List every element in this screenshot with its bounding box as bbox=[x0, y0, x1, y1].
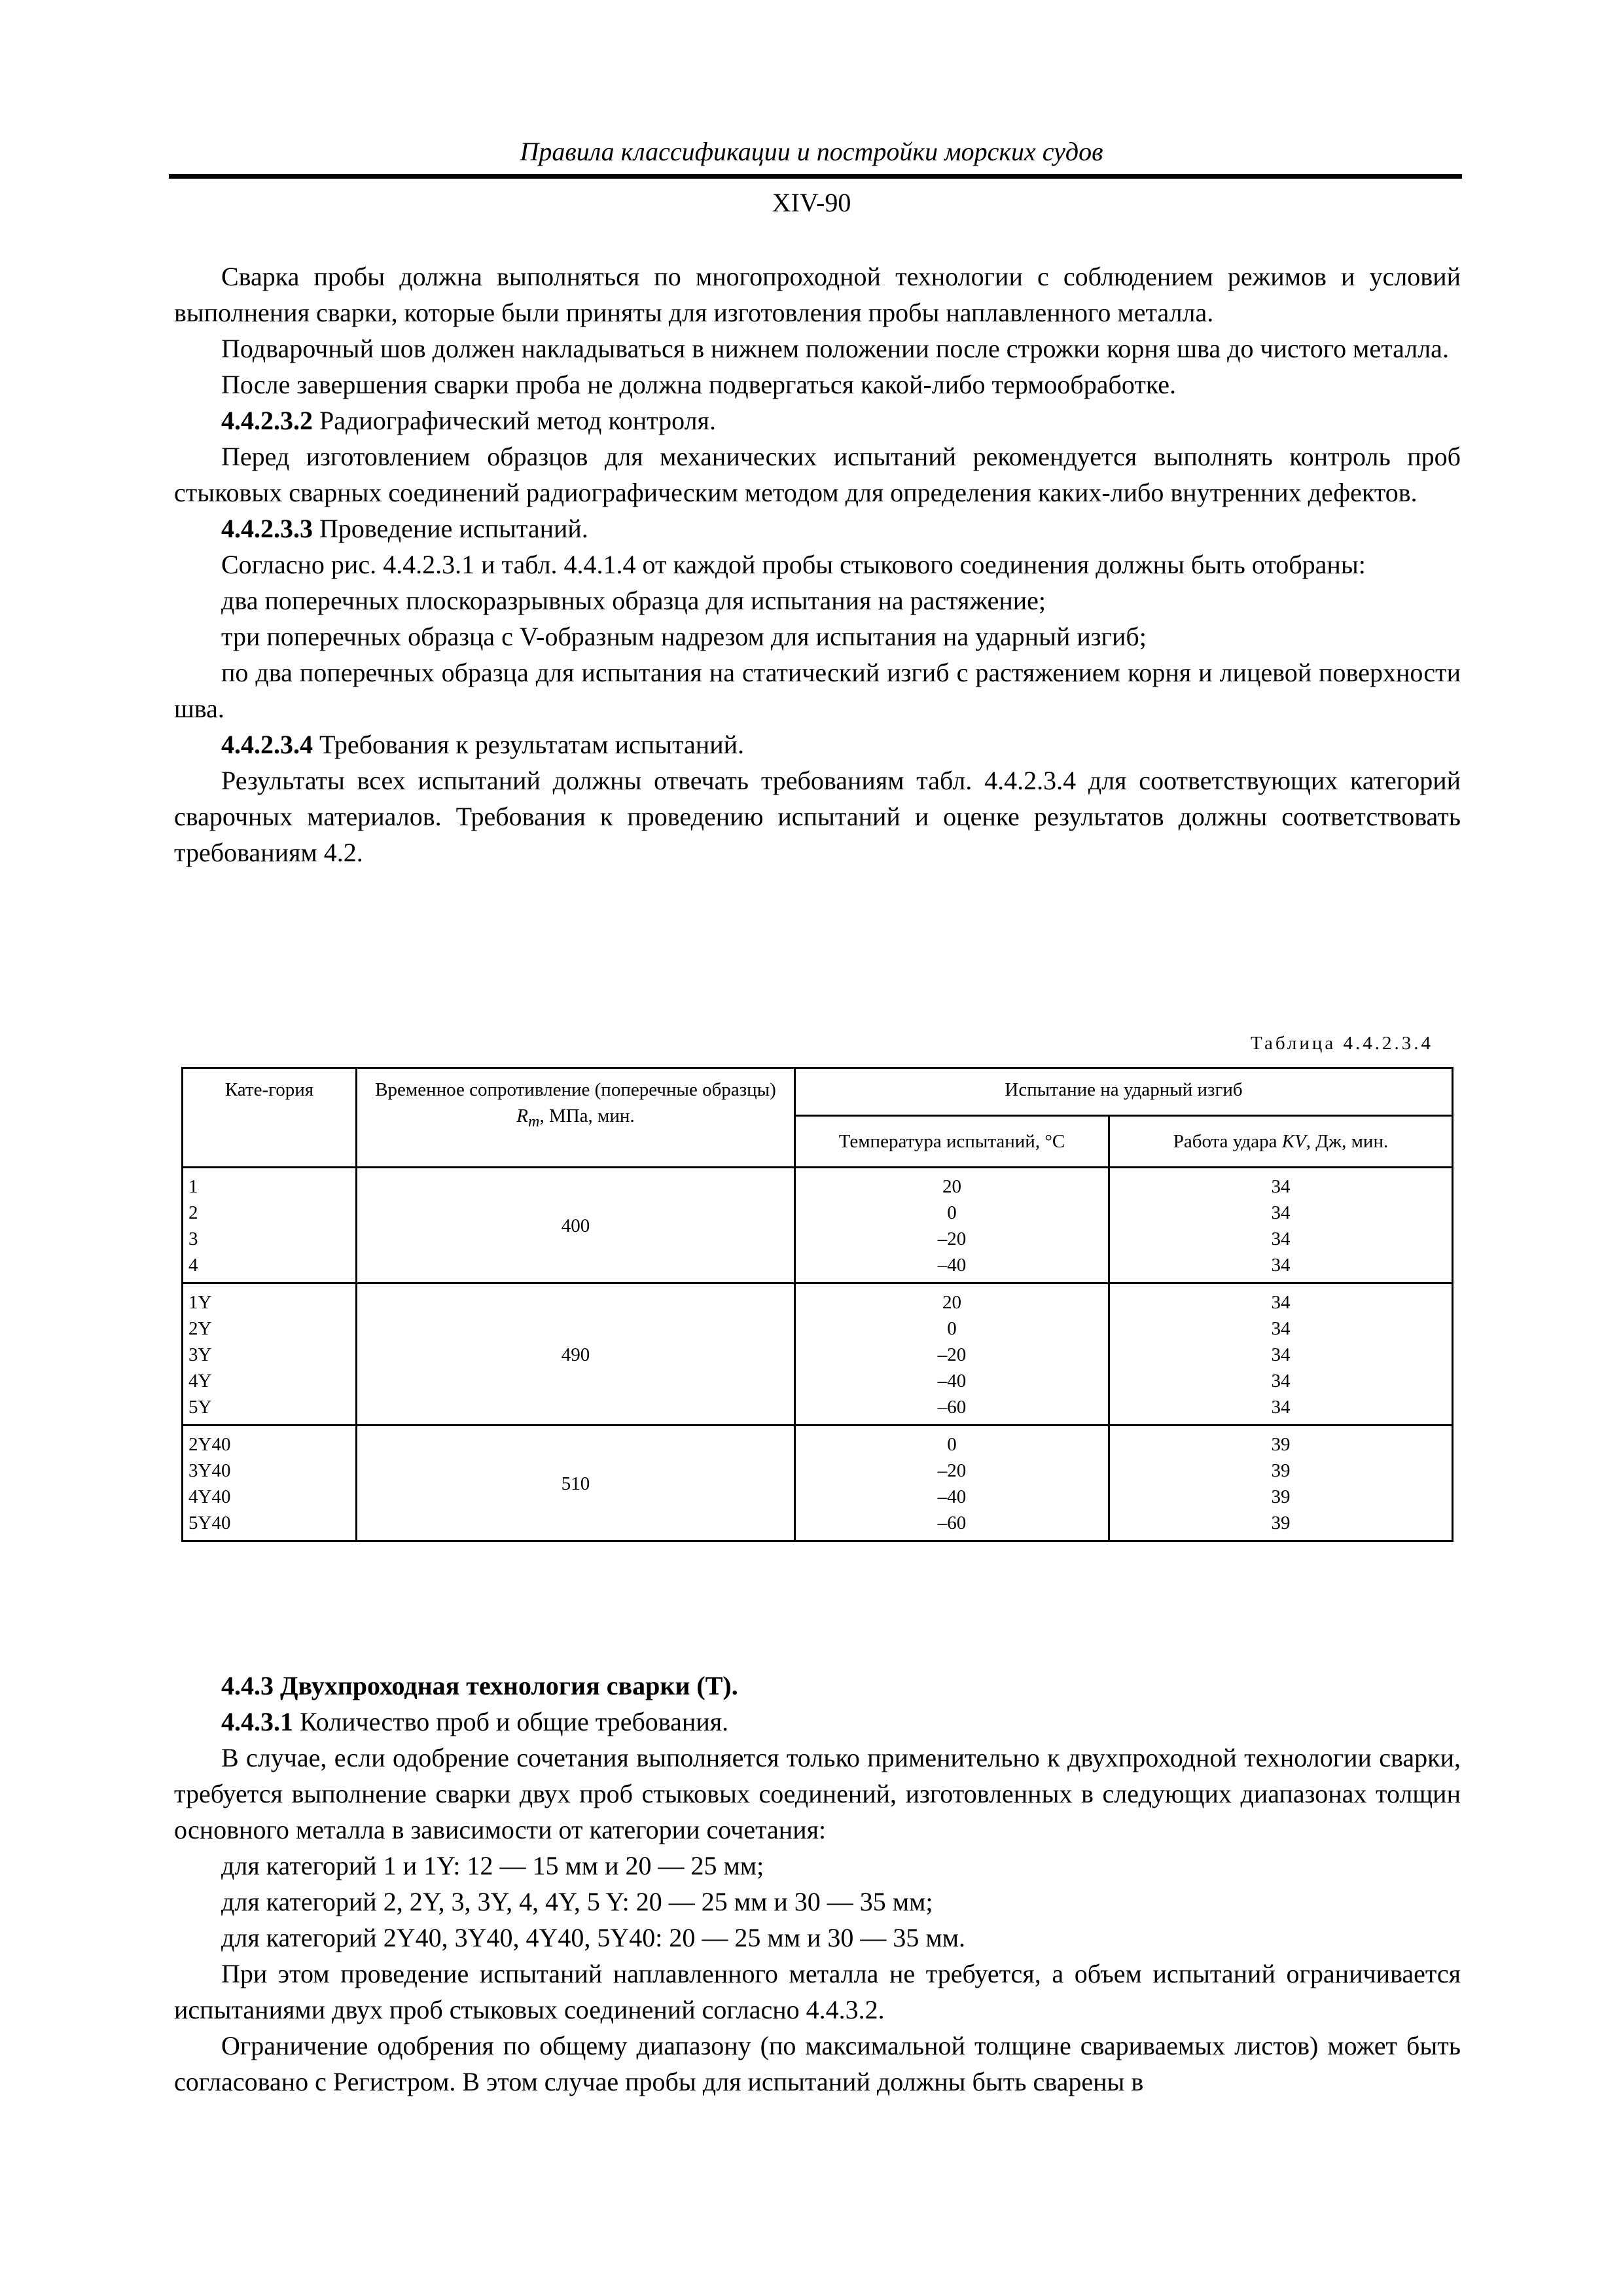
cell-value: –60 bbox=[937, 1513, 967, 1534]
paragraph-text: Сварка пробы должна выполняться по многопроходной технологии с соблюдением режимов и условий выполнения сварки, которые были приняты для изготовления пробы наплавленного металла. bbox=[174, 262, 1461, 327]
cell-value: 2 bbox=[188, 1202, 198, 1223]
temperature-cell bbox=[795, 1426, 1109, 1541]
paragraph bbox=[174, 1740, 1461, 1848]
paragraph-text: Требования к результатам испытаний. bbox=[313, 730, 745, 759]
cell-value: –20 bbox=[937, 1344, 967, 1365]
paragraph bbox=[174, 1704, 1461, 1740]
section-number: 4.4.3.1 bbox=[221, 1707, 293, 1736]
section-number: 4.4.2.3.4 bbox=[221, 730, 313, 759]
paragraph-text: После завершения сварки проба не должна подвергаться какой-либо термообработке. bbox=[221, 370, 1177, 399]
table-row-group bbox=[183, 1168, 1453, 1283]
cell-value: –40 bbox=[937, 1486, 967, 1507]
work-cell bbox=[1109, 1168, 1453, 1283]
paragraph-text: для категорий 1 и 1Y: 12 — 15 мм и 20 — 25 мм; bbox=[221, 1851, 764, 1880]
cell-value: 0 bbox=[947, 1434, 957, 1455]
paragraph-text: три поперечных образца с V-образным надрезом для испытания на ударный изгиб; bbox=[221, 622, 1147, 651]
cell-value: 34 bbox=[1271, 1202, 1291, 1223]
paragraph bbox=[174, 259, 1461, 331]
cell-value: 34 bbox=[1271, 1292, 1291, 1313]
cell-value: 39 bbox=[1271, 1460, 1291, 1481]
strength-cell: 490 bbox=[357, 1283, 795, 1426]
header-rule bbox=[169, 174, 1462, 179]
cell-value: 3Y40 bbox=[188, 1460, 231, 1481]
header-category: Кате-гория bbox=[183, 1068, 357, 1168]
paragraph-text: Количество проб и общие требования. bbox=[293, 1707, 729, 1736]
page-number: XIV-90 bbox=[772, 188, 851, 217]
header-work: Работа удара KV, Дж, мин. bbox=[1109, 1116, 1453, 1168]
paragraph bbox=[174, 619, 1461, 655]
cell-value: 4Y bbox=[188, 1371, 212, 1391]
cell-value: 34 bbox=[1271, 1255, 1291, 1276]
temperature-cell bbox=[795, 1168, 1109, 1283]
paragraph bbox=[174, 511, 1461, 547]
running-title: Правила классификации и постройки морских судов bbox=[520, 137, 1103, 166]
table-caption: Таблица 4.4.2.3.4 bbox=[1250, 1033, 1433, 1054]
cell-value: 1Y bbox=[188, 1292, 212, 1313]
cell-value: 39 bbox=[1271, 1513, 1291, 1534]
paragraph-text: Подварочный шов должен накладываться в нижнем положении после строжки корня шва до чистого металла. bbox=[221, 334, 1449, 363]
section-number: 4.4.2.3.3 bbox=[221, 514, 313, 543]
paragraph bbox=[174, 547, 1461, 583]
cell-value: 2Y bbox=[188, 1318, 212, 1339]
cell-value: 39 bbox=[1271, 1486, 1291, 1507]
paragraph bbox=[174, 762, 1461, 870]
cell-value: 0 bbox=[947, 1202, 957, 1223]
paragraph bbox=[174, 331, 1461, 367]
section-number: 4.4.3 Двухпроходная технология сварки (Т). bbox=[221, 1671, 738, 1700]
cell-value: –40 bbox=[937, 1371, 967, 1391]
work-cell bbox=[1109, 1426, 1453, 1541]
cell-value: 5Y40 bbox=[188, 1513, 231, 1534]
paragraph bbox=[174, 439, 1461, 511]
table-row-group bbox=[183, 1426, 1453, 1541]
paragraph-text: Ограничение одобрения по общему диапазону (по максимальной толщине свариваемых листов) может быть согласовано с Регистром. В этом случае пробы для испытаний должны быть сварены в bbox=[174, 2031, 1461, 2096]
paragraph-text: Результаты всех испытаний должны отвечать требованиям табл. 4.4.2.3.4 для соответствующих категорий сварочных материалов. Требования к проведению испытаний и оценке результатов должны соответствовать требованиям 4.2. bbox=[174, 766, 1461, 867]
cell-value: 39 bbox=[1271, 1434, 1291, 1455]
header-temperature: Температура испытаний, °С bbox=[795, 1116, 1109, 1168]
cell-value: 34 bbox=[1271, 1397, 1291, 1418]
cell-value: 2Y40 bbox=[188, 1434, 231, 1455]
section-number: 4.4.2.3.2 bbox=[221, 406, 313, 435]
paragraph-text: При этом проведение испытаний наплавленного металла не требуется, а объем испытаний ограничивается испытаниями двух проб стыковых соединений согласно 4.4.3.2. bbox=[174, 1959, 1461, 2024]
body-text-bottom bbox=[174, 1668, 1461, 2100]
cell-value: –40 bbox=[937, 1255, 967, 1276]
strength-cell: 510 bbox=[357, 1426, 795, 1541]
cell-value: –20 bbox=[937, 1460, 967, 1481]
paragraph bbox=[174, 655, 1461, 726]
work-cell bbox=[1109, 1283, 1453, 1426]
paragraph bbox=[174, 367, 1461, 403]
category-cell bbox=[183, 1168, 357, 1283]
paragraph-text: Радиографический метод контроля. bbox=[313, 406, 716, 435]
strength-cell: 400 bbox=[357, 1168, 795, 1283]
cell-value: 34 bbox=[1271, 1371, 1291, 1391]
cell-value: 1 bbox=[188, 1176, 198, 1197]
body-text-top bbox=[174, 259, 1461, 870]
cell-value: 3 bbox=[188, 1229, 198, 1249]
paragraph bbox=[174, 583, 1461, 619]
cell-value: 5Y bbox=[188, 1397, 212, 1418]
paragraph bbox=[174, 403, 1461, 439]
cell-value: –60 bbox=[937, 1397, 967, 1418]
paragraph bbox=[174, 1920, 1461, 1956]
temperature-cell bbox=[795, 1283, 1109, 1426]
cell-value: 20 bbox=[942, 1176, 961, 1197]
paragraph-text: два поперечных плоскоразрывных образца для испытания на растяжение; bbox=[221, 586, 1046, 615]
category-cell bbox=[183, 1426, 357, 1541]
paragraph bbox=[174, 2028, 1461, 2100]
paragraph bbox=[174, 1668, 1461, 1704]
paragraph-text: по два поперечных образца для испытания на статический изгиб с растяжением корня и лицевой поверхности шва. bbox=[174, 658, 1461, 723]
paragraph-text: В случае, если одобрение сочетания выполняется только применительно к двухпроходной технологии сварки, требуется выполнение сварки двух проб стыковых соединений, изготовленных в следующих диапазонах толщин основного металла в зависимости от категории сочетания: bbox=[174, 1743, 1461, 1844]
paragraph-text: Согласно рис. 4.4.2.3.1 и табл. 4.4.1.4 от каждой пробы стыкового соединения должны быть отобраны: bbox=[221, 550, 1366, 579]
requirements-table bbox=[181, 1067, 1454, 1542]
table-row-group bbox=[183, 1283, 1453, 1426]
cell-value: 3Y bbox=[188, 1344, 212, 1365]
cell-value: 4Y40 bbox=[188, 1486, 231, 1507]
cell-value: 34 bbox=[1271, 1176, 1291, 1197]
paragraph bbox=[174, 1956, 1461, 2028]
header-impact: Испытание на ударный изгиб bbox=[795, 1068, 1453, 1116]
paragraph bbox=[174, 1848, 1461, 1884]
paragraph-text: Перед изготовлением образцов для механических испытаний рекомендуется выполнять контроль проб стыковых сварных соединений радиографическим методом для определения каких-либо внутренних дефектов. bbox=[174, 442, 1461, 507]
paragraph bbox=[174, 726, 1461, 762]
cell-value: –20 bbox=[937, 1229, 967, 1249]
paragraph-text: для категорий 2Y40, 3Y40, 4Y40, 5Y40: 20 — 25 мм и 30 — 35 мм. bbox=[221, 1923, 966, 1952]
paragraph-text: Проведение испытаний. bbox=[313, 514, 588, 543]
paragraph-text: для категорий 2, 2Y, 3, 3Y, 4, 4Y, 5 Y: 20 — 25 мм и 30 — 35 мм; bbox=[221, 1887, 933, 1916]
cell-value: 34 bbox=[1271, 1318, 1291, 1339]
cell-value: 4 bbox=[188, 1255, 198, 1276]
category-cell bbox=[183, 1283, 357, 1426]
paragraph bbox=[174, 1884, 1461, 1920]
header-strength: Временное сопротивление (поперечные образцы) $R_m$, МПа, мин. bbox=[357, 1068, 795, 1168]
cell-value: 34 bbox=[1271, 1344, 1291, 1365]
cell-value: 34 bbox=[1271, 1229, 1291, 1249]
cell-value: 0 bbox=[947, 1318, 957, 1339]
cell-value: 20 bbox=[942, 1292, 961, 1313]
